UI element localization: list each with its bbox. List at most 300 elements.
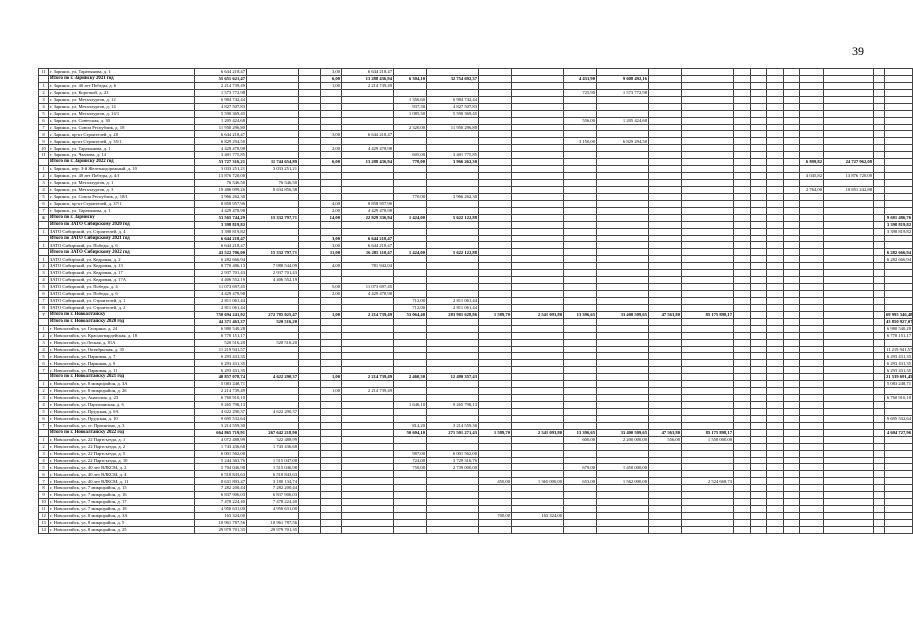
row-cell: 11 219 941,57 (195, 346, 247, 353)
row-cell (321, 270, 342, 277)
table-row (39, 325, 913, 332)
row-index: 7 (39, 297, 49, 304)
row-cell (734, 89, 751, 96)
row-cell (342, 464, 394, 471)
row-cell (682, 304, 734, 311)
row-cell: 6 518 843,63 (195, 471, 247, 478)
row-cell (751, 492, 767, 499)
row-cell: 6 809,82 (800, 159, 824, 166)
row-cell (512, 381, 564, 388)
row-cell (800, 256, 824, 263)
row-cell (682, 249, 734, 256)
row-cell (784, 193, 800, 200)
row-cell (479, 318, 512, 325)
row-index (39, 235, 49, 242)
row-cell (767, 110, 784, 117)
row-cell (427, 277, 479, 284)
row-cell (767, 395, 784, 402)
row-cell (751, 124, 767, 131)
row-cell (597, 96, 649, 103)
row-cell (874, 89, 885, 96)
row-cell (767, 429, 784, 436)
row-cell (800, 457, 824, 464)
row-cell (800, 75, 824, 82)
row-cell (564, 221, 597, 228)
row-cell: 4 622 290,37 (195, 408, 247, 415)
table-row (39, 263, 913, 270)
row-cell: 4 072 488,99 (195, 436, 247, 443)
row-cell (342, 395, 394, 402)
row-cell (824, 249, 874, 256)
row-cell (394, 186, 427, 193)
row-cell (597, 270, 649, 277)
row-index: 3 (39, 270, 49, 277)
row-cell (767, 339, 784, 346)
row-cell (649, 159, 682, 166)
row-cell (784, 263, 800, 270)
row-cell: 6 829 294,50 (597, 138, 649, 145)
row-cell (751, 82, 767, 89)
row-cell (649, 138, 682, 145)
row-cell: 3 729 316,76 (427, 457, 479, 464)
table-total-row (39, 249, 913, 256)
row-cell (394, 353, 427, 360)
row-cell: 6 293 431,35 (195, 360, 247, 367)
row-cell: 4 429 478,98 (342, 207, 394, 214)
row-cell (394, 346, 427, 353)
row-cell: 712,00 (394, 297, 427, 304)
row-cell (734, 256, 751, 263)
row-cell (597, 166, 649, 173)
row-address: г. Новоалтайск, ул. 40 лет ВЛКСМ, д. 4 (49, 471, 195, 478)
row-cell (394, 506, 427, 513)
row-cell (512, 450, 564, 457)
row-cell (767, 506, 784, 513)
row-cell (784, 471, 800, 478)
row-cell (564, 381, 597, 388)
row-cell (564, 166, 597, 173)
row-cell (321, 318, 342, 325)
row-cell: 13 288 436,94 (342, 75, 394, 82)
row-address: г. Новоалтайск, ул. 22 Партсъезда, д. 5 (49, 450, 195, 457)
row-cell (564, 284, 597, 291)
row-cell (512, 408, 564, 415)
row-cell (597, 207, 649, 214)
row-cell (342, 471, 394, 478)
row-cell (247, 173, 299, 180)
row-cell (394, 519, 427, 526)
row-cell: 11,00 (321, 249, 342, 256)
row-cell: 987,00 (394, 450, 427, 457)
row-cell (824, 117, 874, 124)
row-cell (321, 180, 342, 187)
row-cell (299, 103, 321, 110)
row-cell (874, 214, 885, 221)
row-cell (512, 228, 564, 235)
row-cell (512, 318, 564, 325)
row-cell: 163 324,00 (195, 513, 247, 520)
row-cell (734, 131, 751, 138)
row-cell (751, 304, 767, 311)
table-row (39, 242, 913, 249)
row-cell (767, 270, 784, 277)
row-cell: 6 644 218,47 (342, 242, 394, 249)
row-cell (734, 249, 751, 256)
row-address: г. Заринск, ул. Металлургов, д. 14/1 (49, 110, 195, 117)
row-cell (767, 82, 784, 89)
row-cell: 5 590 369,45 (427, 110, 479, 117)
row-index: 4 (39, 346, 49, 353)
table-row (39, 422, 913, 429)
row-cell (649, 263, 682, 270)
row-cell (321, 499, 342, 506)
row-cell (427, 381, 479, 388)
row-cell (824, 332, 874, 339)
row-cell: 4 429 478,98 (195, 145, 247, 152)
row-cell (479, 464, 512, 471)
row-cell (564, 228, 597, 235)
table-row (39, 117, 913, 124)
row-cell: 69 995 346,48 (886, 312, 913, 318)
row-cell: 13 396,65 (564, 429, 597, 436)
row-cell (682, 166, 734, 173)
row-cell (564, 291, 597, 298)
table-row (39, 395, 913, 402)
row-cell (682, 103, 734, 110)
table-total-row (39, 374, 913, 381)
row-cell (299, 186, 321, 193)
row-address: г. Заринск, пр-кт Строителей, д. 35/1 (49, 138, 195, 145)
row-cell: 322 488,99 (247, 436, 299, 443)
row-cell (479, 443, 512, 450)
row-index: 5 (39, 464, 49, 471)
row-cell (342, 318, 394, 325)
row-cell (824, 485, 874, 492)
row-cell (885, 159, 913, 166)
row-cell (564, 131, 597, 138)
row-cell: 53 727 316,21 (195, 159, 247, 166)
row-address: г. Заринск, ул. Металлургов, д. 14 (49, 103, 195, 110)
row-cell (321, 138, 342, 145)
row-cell (299, 395, 321, 402)
row-cell (800, 499, 824, 506)
row-cell (734, 318, 751, 325)
row-cell (512, 117, 564, 124)
row-cell (800, 381, 824, 388)
row-cell (824, 242, 874, 249)
row-cell (649, 145, 682, 152)
row-cell (564, 124, 597, 131)
row-cell (342, 408, 394, 415)
row-cell (342, 499, 394, 506)
row-cell (767, 124, 784, 131)
row-cell (874, 332, 885, 339)
row-cell (479, 360, 512, 367)
row-cell (321, 381, 342, 388)
row-cell (512, 443, 564, 450)
row-cell (824, 339, 874, 346)
row-cell (682, 138, 734, 145)
row-cell (682, 457, 734, 464)
row-cell (597, 499, 649, 506)
row-cell (682, 339, 734, 346)
row-index: 2 (39, 443, 49, 450)
row-cell (512, 186, 564, 193)
row-cell (751, 242, 767, 249)
row-cell (767, 360, 784, 367)
row-cell: 5 622 122,88 (427, 249, 479, 256)
row-cell (512, 388, 564, 395)
row-cell (299, 436, 321, 443)
table-row (39, 284, 913, 291)
row-cell (299, 381, 321, 388)
row-cell (751, 519, 767, 526)
row-cell (885, 186, 913, 193)
row-address: г. Заринск, ул. Таратынова, д. 1 (49, 69, 195, 76)
row-cell (824, 200, 874, 207)
row-cell: 1,00 (321, 82, 342, 89)
row-cell (649, 96, 682, 103)
row-cell (564, 499, 597, 506)
row-cell (824, 277, 874, 284)
row-cell (824, 388, 874, 395)
row-cell (512, 145, 564, 152)
table-total-row (39, 75, 913, 82)
row-cell (885, 304, 913, 311)
row-cell (479, 110, 512, 117)
row-cell (394, 277, 427, 284)
row-cell (751, 381, 767, 388)
row-cell (427, 506, 479, 513)
row-cell (824, 145, 874, 152)
row-cell (824, 75, 874, 82)
row-cell (874, 471, 885, 478)
row-cell (342, 360, 394, 367)
row-cell (682, 214, 734, 221)
row-cell (512, 506, 564, 513)
row-cell (479, 138, 512, 145)
table-row (39, 408, 913, 415)
row-cell (342, 332, 394, 339)
row-cell (734, 124, 751, 131)
row-cell (767, 117, 784, 124)
row-cell: 4 406 552,19 (247, 277, 299, 284)
row-cell (734, 110, 751, 117)
row-cell (597, 284, 649, 291)
row-cell (682, 221, 734, 228)
row-cell (299, 214, 321, 221)
row-cell (394, 263, 427, 270)
row-cell (784, 325, 800, 332)
row-cell (247, 228, 299, 235)
row-cell (824, 89, 874, 96)
row-cell (564, 200, 597, 207)
row-cell (784, 228, 800, 235)
row-cell (734, 332, 751, 339)
row-cell (734, 429, 751, 436)
row-cell (564, 374, 597, 381)
row-cell (734, 499, 751, 506)
row-cell (784, 443, 800, 450)
row-cell: 53 064,40 (394, 311, 427, 318)
row-cell (874, 478, 885, 485)
row-address: г. Заринск, ул. Короткой, д. 23 (49, 89, 195, 96)
row-cell (800, 110, 824, 117)
row-cell (784, 200, 800, 207)
row-cell (427, 207, 479, 214)
row-cell (874, 422, 885, 429)
row-cell: 43 522 706,00 (195, 249, 247, 256)
row-cell (734, 75, 751, 82)
row-cell (427, 131, 479, 138)
table-row (39, 499, 913, 506)
row-cell (751, 152, 767, 159)
row-cell (321, 402, 342, 409)
row-cell (767, 450, 784, 457)
row-cell (734, 513, 751, 520)
row-cell (512, 457, 564, 464)
row-address: Итого по ЗАТО Сибирскому 2022 год (49, 249, 195, 256)
row-cell (299, 367, 321, 374)
row-address: г. Заринск, ул. Таратынова, д. 1 (49, 207, 195, 214)
row-cell (874, 131, 885, 138)
row-cell (784, 152, 800, 159)
row-cell (342, 443, 394, 450)
row-cell (564, 408, 597, 415)
row-cell (479, 173, 512, 180)
row-cell (824, 353, 874, 360)
row-cell: 3 966 262,30 (195, 193, 247, 200)
row-cell (800, 207, 824, 214)
row-cell: 1 515 047,00 (247, 457, 299, 464)
row-cell (874, 221, 885, 228)
row-cell (597, 110, 649, 117)
row-cell (342, 221, 394, 228)
row-cell (800, 138, 824, 145)
row-cell (299, 82, 321, 89)
row-cell (734, 263, 751, 270)
row-cell: 8 770 486,13 (195, 263, 247, 270)
row-cell (321, 117, 342, 124)
row-cell (427, 367, 479, 374)
row-cell (885, 408, 913, 415)
row-cell (800, 96, 824, 103)
row-cell (734, 159, 751, 166)
row-address: г. Новоалтайск, ул. Прудская, д. 10 (49, 415, 195, 422)
row-cell (767, 138, 784, 145)
row-cell (427, 284, 479, 291)
row-cell (649, 277, 682, 284)
row-cell: 1 515 046,98 (247, 464, 299, 471)
row-cell (885, 471, 913, 478)
row-cell (597, 103, 649, 110)
row-cell (800, 492, 824, 499)
row-address: г. Новоалтайск, ул. Прудская, д. 9А (49, 408, 195, 415)
row-cell (564, 395, 597, 402)
row-cell (784, 249, 800, 256)
row-cell (885, 263, 913, 270)
row-cell (767, 173, 784, 180)
row-cell (299, 242, 321, 249)
row-cell (682, 513, 734, 520)
row-cell (874, 75, 885, 82)
row-cell (824, 235, 874, 242)
row-cell (649, 513, 682, 520)
row-cell (427, 526, 479, 533)
row-cell: 7 282 200,44 (195, 485, 247, 492)
row-cell (649, 325, 682, 332)
row-cell (734, 214, 751, 221)
row-cell (885, 82, 913, 89)
row-cell (479, 186, 512, 193)
row-cell: 9 265 798,13 (427, 402, 479, 409)
row-index: 9 (39, 492, 49, 499)
row-cell (564, 193, 597, 200)
row-address: ЗАТО Сибирский, ул. Победы, д. 6 (49, 242, 195, 249)
row-cell (767, 388, 784, 395)
row-cell (800, 297, 824, 304)
row-address: г. Новоалтайск, ул. 22 Партсъезда, д. 2 (49, 443, 195, 450)
row-cell (767, 291, 784, 298)
row-cell (751, 96, 767, 103)
row-cell (784, 138, 800, 145)
row-cell: 750,00 (394, 464, 427, 471)
row-cell (299, 429, 321, 436)
row-cell (649, 478, 682, 485)
row-index: 7 (39, 478, 49, 485)
row-index: 2 (39, 263, 49, 270)
row-cell (734, 457, 751, 464)
row-cell (564, 186, 597, 193)
row-cell (734, 381, 751, 388)
row-cell (342, 339, 394, 346)
row-cell (682, 193, 734, 200)
row-cell (767, 277, 784, 284)
row-cell (800, 450, 824, 457)
row-cell (299, 499, 321, 506)
row-cell (874, 117, 885, 124)
row-cell (394, 138, 427, 145)
row-cell (649, 471, 682, 478)
row-cell (751, 207, 767, 214)
row-cell (874, 450, 885, 457)
table-row (39, 270, 913, 277)
row-cell (800, 166, 824, 173)
row-cell (874, 353, 885, 360)
row-cell (479, 408, 512, 415)
row-cell (342, 180, 394, 187)
row-cell (734, 374, 751, 381)
row-cell (479, 166, 512, 173)
row-cell (767, 69, 784, 76)
row-cell (512, 131, 564, 138)
row-cell (682, 75, 734, 82)
row-address: г. Новоалтайск, ул. 7 микрорайон, д. 18 (49, 506, 195, 513)
row-cell (299, 325, 321, 332)
row-cell (874, 297, 885, 304)
row-cell (479, 152, 512, 159)
row-cell (342, 325, 394, 332)
row-cell (784, 89, 800, 96)
row-cell (784, 422, 800, 429)
row-address: ЗАТО Сибирский, ул. Победы, д. 4 (49, 284, 195, 291)
row-index: 2 (39, 388, 49, 395)
row-index: 7 (39, 207, 49, 214)
row-cell (649, 270, 682, 277)
row-cell (751, 249, 767, 256)
row-cell (784, 96, 800, 103)
table-total-row (39, 214, 913, 221)
